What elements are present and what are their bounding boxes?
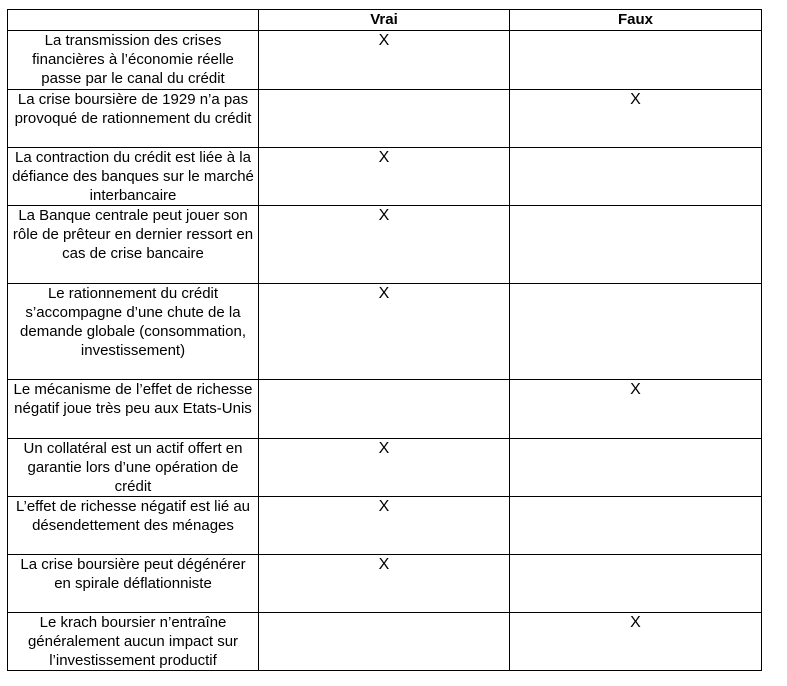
vrai-cell (259, 613, 510, 671)
table-row (8, 497, 762, 555)
statement-cell: Le mécanisme de l’effet de richesse négatif joue très peu aux Etats-Unis (8, 380, 259, 439)
faux-cell (510, 206, 762, 284)
vrai-cell: X (259, 148, 510, 206)
faux-cell (510, 439, 762, 497)
table-row (8, 439, 762, 497)
statement-cell: La Banque centrale peut jouer son rôle de prêteur en dernier ressort en cas de crise bancaire (8, 206, 259, 284)
header-row (8, 10, 762, 31)
table-row (8, 31, 762, 90)
statement-cell: Le krach boursier n’entraîne généralement aucun impact sur l’investissement productif (8, 613, 259, 671)
faux-cell (510, 284, 762, 380)
vrai-cell: X (259, 284, 510, 380)
statement-cell: La crise boursière peut dégénérer en spirale déflationniste (8, 555, 259, 613)
true-false-table (7, 9, 762, 671)
faux-cell (510, 497, 762, 555)
table-row (8, 380, 762, 439)
statement-cell: Le rationnement du crédit s’accompagne d’une chute de la demande globale (consommation, investissement) (8, 284, 259, 380)
faux-cell (510, 31, 762, 90)
vrai-cell: X (259, 206, 510, 284)
vrai-cell (259, 90, 510, 148)
faux-cell: X (510, 90, 762, 148)
faux-cell: X (510, 380, 762, 439)
vrai-cell: X (259, 31, 510, 90)
table-row (8, 90, 762, 148)
statement-cell: La crise boursière de 1929 n’a pas provoqué de rationnement du crédit (8, 90, 259, 148)
faux-cell: X (510, 613, 762, 671)
statement-cell: La contraction du crédit est liée à la défiance des banques sur le marché interbancaire (8, 148, 259, 206)
header-statement (8, 10, 259, 31)
statement-cell: La transmission des crises financières à l’économie réelle passe par le canal du crédit (8, 31, 259, 90)
faux-cell (510, 148, 762, 206)
vrai-cell: X (259, 439, 510, 497)
statement-cell: L’effet de richesse négatif est lié au désendettement des ménages (8, 497, 259, 555)
table-row (8, 555, 762, 613)
table-row (8, 206, 762, 284)
header-faux: Faux (510, 10, 762, 31)
table-row (8, 284, 762, 380)
statement-cell: Un collatéral est un actif offert en garantie lors d’une opération de crédit (8, 439, 259, 497)
vrai-cell (259, 380, 510, 439)
table-row (8, 148, 762, 206)
vrai-cell: X (259, 497, 510, 555)
header-vrai: Vrai (259, 10, 510, 31)
vrai-cell: X (259, 555, 510, 613)
table-row (8, 613, 762, 671)
faux-cell (510, 555, 762, 613)
